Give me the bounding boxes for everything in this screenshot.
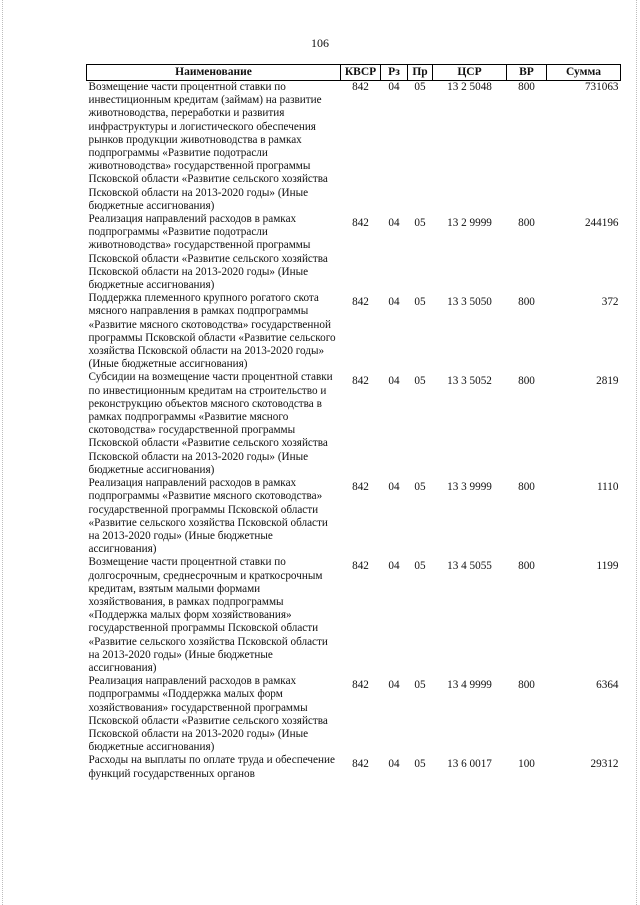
cell-rz: 04 — [388, 758, 400, 771]
cell-name: Расходы на выплаты по оплате труда и обеспечение функций государственных органов — [88, 754, 335, 780]
table-row — [87, 213, 621, 292]
cell-sum: 1110 — [596, 481, 619, 494]
cell-name: Возмещение части процентной ставки по инвестиционным кредитам (займам) на развитие животноводства, переработки и развития инфраструктуры и логистического обеспечения рынков продукции животноводства в рамках подпрограммы «Развитие подотрасли животноводства» государственной программы Псковской области «Развитие сельского хозяйства Псковской области на 2013-2020 годы» (Иные бюджетные ассигнования) — [88, 81, 328, 212]
cell-pr: 05 — [414, 679, 426, 692]
table-row — [87, 556, 621, 675]
cell-name: Реализация направлений расходов в рамках подпрограммы «Поддержка малых форм хозяйствования» государственной программы Псковской области «Развитие сельского хозяйства Псковской области на 2013-2020 годы» (Иные бюджетные ассигнования) — [88, 675, 328, 754]
header-csr: ЦСР — [433, 65, 507, 81]
header-vr: ВР — [507, 65, 547, 81]
header-name: Наименование — [87, 65, 341, 81]
cell-vr: 800 — [518, 296, 535, 309]
table-row — [87, 754, 621, 780]
cell-sum: 1199 — [596, 560, 619, 573]
cell-rz: 04 — [388, 679, 400, 692]
cell-rz: 04 — [388, 375, 400, 388]
cell-csr: 13 3 5050 — [447, 296, 492, 309]
cell-sum: 731063 — [584, 81, 619, 93]
cell-csr: 13 2 9999 — [447, 217, 492, 230]
cell-pr: 05 — [414, 481, 426, 494]
header-pr: Пр — [408, 65, 433, 81]
cell-pr: 05 — [414, 560, 426, 573]
header-rz: Рз — [381, 65, 408, 81]
table-row — [87, 292, 621, 371]
cell-vr: 800 — [518, 560, 535, 573]
cell-csr: 13 3 9999 — [447, 481, 492, 494]
table-row — [87, 81, 621, 214]
cell-kvsr: 842 — [352, 758, 369, 771]
cell-pr: 05 — [414, 375, 426, 388]
cell-sum: 6364 — [596, 679, 619, 692]
table-row — [87, 477, 621, 556]
cell-kvsr: 842 — [352, 679, 369, 692]
budget-table — [86, 64, 621, 781]
cell-pr: 05 — [414, 217, 426, 230]
page-number: 106 — [311, 36, 329, 50]
header-kvsr: КВСР — [341, 65, 381, 81]
cell-vr: 800 — [518, 375, 535, 388]
table-row — [87, 371, 621, 477]
cell-pr: 05 — [414, 81, 426, 93]
cell-sum: 244196 — [584, 217, 619, 230]
table-row — [87, 675, 621, 754]
cell-name: Субсидии на возмещение части процентной ставки по инвестиционным кредитам на строительство и реконструкцию объектов мясного скотоводства в рамках подпрограммы «Развитие мясного скотоводства» государственной программы Псковской области «Развитие сельского хозяйства Псковской области на 2013-2020 годы» (Иные бюджетные ассигнования) — [88, 371, 333, 476]
cell-sum: 2819 — [596, 375, 619, 388]
cell-rz: 04 — [388, 481, 400, 494]
cell-kvsr: 842 — [352, 560, 369, 573]
table-header-row — [87, 65, 621, 81]
cell-kvsr: 842 — [352, 296, 369, 309]
cell-vr: 800 — [518, 81, 535, 93]
cell-kvsr: 842 — [352, 81, 369, 93]
cell-vr: 800 — [518, 679, 535, 692]
cell-name: Поддержка племенного крупного рогатого скота мясного направления в рамках подпрограммы «Развитие мясного скотоводства» государственной программы Псковской области «Развитие сельского хозяйства Псковской области на 2013-2020 годы» (Иные бюджетные ассигнования) — [88, 292, 336, 371]
cell-pr: 05 — [414, 758, 426, 771]
cell-rz: 04 — [388, 296, 400, 309]
cell-rz: 04 — [388, 217, 400, 230]
cell-vr: 800 — [518, 217, 535, 230]
cell-sum: 372 — [601, 296, 619, 309]
cell-kvsr: 842 — [352, 481, 369, 494]
cell-kvsr: 842 — [352, 375, 369, 388]
cell-rz: 04 — [388, 81, 400, 93]
header-sum: Сумма — [547, 65, 621, 81]
cell-csr: 13 4 5055 — [447, 560, 492, 573]
scan-edge-left — [2, 0, 4, 905]
cell-rz: 04 — [388, 560, 400, 573]
cell-csr: 13 3 5052 — [447, 375, 492, 388]
cell-name: Реализация направлений расходов в рамках подпрограммы «Развитие мясного скотоводства» государственной программы Псковской области «Развитие сельского хозяйства Псковской области на 2013-2020 годы» (Иные бюджетные ассигнования) — [88, 477, 328, 556]
cell-name: Реализация направлений расходов в рамках подпрограммы «Развитие подотрасли животноводства» государственной программы Псковской области «Развитие сельского хозяйства Псковской области на 2013-2020 годы» (Иные бюджетные ассигнования) — [88, 213, 328, 292]
cell-csr: 13 6 0017 — [447, 758, 492, 771]
cell-kvsr: 842 — [352, 217, 369, 230]
cell-csr: 13 4 9999 — [447, 679, 492, 692]
cell-csr: 13 2 5048 — [447, 81, 492, 93]
cell-vr: 100 — [518, 758, 535, 771]
cell-pr: 05 — [414, 296, 426, 309]
cell-name: Возмещение части процентной ставки по долгосрочным, среднесрочным и краткосрочным кредитам, взятым малыми формами хозяйствования, в рамках подпрограммы «Поддержка малых форм хозяйствования» государственной программы Псковской области «Развитие сельского хозяйства Псковской области на 2013-2020 годы» (Иные бюджетные ассигнования) — [88, 556, 328, 674]
cell-sum: 29312 — [590, 758, 619, 771]
cell-vr: 800 — [518, 481, 535, 494]
scan-edge-right — [636, 0, 638, 905]
